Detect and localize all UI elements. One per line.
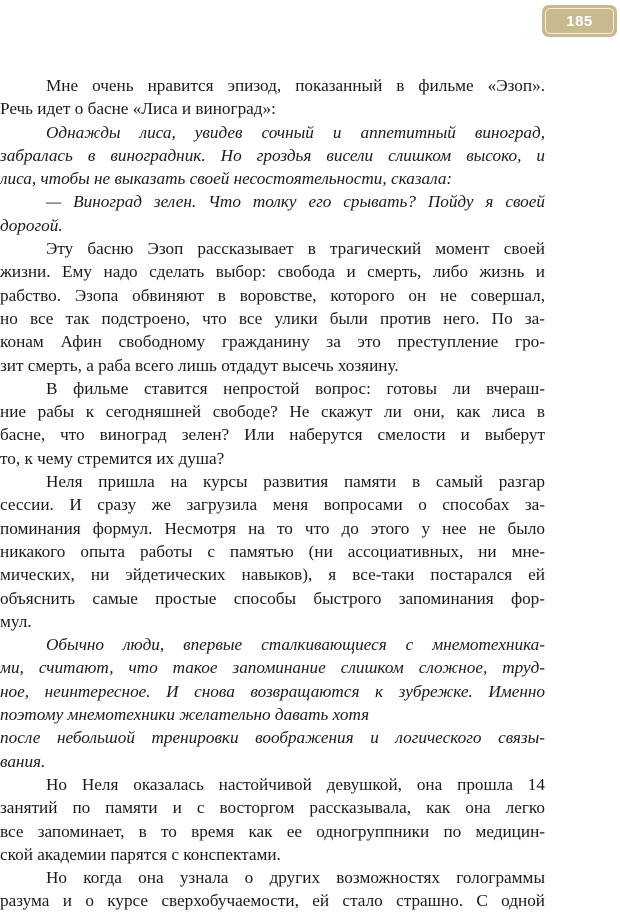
text-line: все запоминает, в то время как ее одногруппники по медицин- (0, 821, 545, 841)
text-line: В фильме ставится непростой вопрос: готовы ли вчераш- (46, 378, 545, 398)
page-number-badge (542, 5, 617, 37)
text-line: рабство. Эзопа обвиняют в воровстве, которого он не совершал, (0, 285, 545, 305)
text-line: то, к чему стремится их душа? (0, 448, 225, 468)
text-line: басне, что виноград зелен? Или наберутся смелости и выберут (0, 425, 545, 445)
text-line: ние рабы к сегодняшней свободе? Не скажут ли они, как лиса в (0, 402, 545, 422)
text-line: поэтому мнемотехники желательно давать хотя (0, 705, 370, 725)
body-text (0, 74, 545, 913)
text-line: — Виноград зелен. Что толку его срывать? Пойду я своей (46, 192, 545, 212)
text-line: жизни. Ему надо сделать выбор: свобода и смерть, либо жизнь и (0, 262, 545, 282)
text-line: Однажды лиса, увидев сочный и аппетитный виноград, (46, 122, 545, 142)
text-line: сессии. И сразу же загрузила меня вопросами о способах за- (0, 495, 545, 515)
text-line: никакого опыта работы с памятью (ни ассоциативных, ни мне- (0, 541, 545, 561)
text-line: ное, неинтересное. И снова возвращаются к зубрежке. Именно (0, 681, 545, 701)
text-line: конам Афин свободному гражданину за это преступление гро- (0, 332, 545, 352)
text-line: лиса, чтобы не выказать своей несостоятельности, сказала: (0, 169, 453, 189)
text-line: ской академии парятся с конспектами. (0, 844, 281, 864)
text-line: Но Неля оказалась настойчивой девушкой, она прошла 14 (46, 774, 545, 794)
text-line: но все так подстроено, что все улики были против него. По за- (0, 308, 545, 328)
text-line: вания. (0, 751, 46, 771)
text-line: Обычно люди, впервые сталкивающиеся с мнемотехника- (46, 635, 545, 655)
text-line: Речь идет о басне «Лиса и виноград»: (0, 99, 276, 119)
text-line: занятий по памяти и с восторгом рассказывала, как она легко (0, 798, 545, 818)
text-line: объяснить самые простые способы быстрого запоминания фор- (0, 588, 545, 608)
text-line: ми, считают, что такое запоминание слишком сложное, труд- (0, 658, 545, 678)
text-line: мических, ни эйдетических навыков), я все-таки постарался ей (0, 565, 545, 585)
text-line: Эту басню Эзоп рассказывает в трагический момент своей (46, 239, 545, 259)
text-line: поминания формул. Несмотря на то что до этого у нее не было (0, 518, 545, 538)
text-line: Неля пришла на курсы развития памяти в самый разгар (46, 472, 545, 492)
text-line: после небольшой тренировки воображения и логического связы- (0, 728, 545, 748)
text-line: мул. (0, 611, 32, 631)
text-line: Мне очень нравится эпизод, показанный в фильме «Эзоп». (46, 76, 545, 95)
text-line: Но когда она узнала о других возможностях голограммы (46, 868, 545, 888)
text-line: забралась в виноградник. Но гроздья висели слишком высоко, и (0, 145, 545, 165)
text-line: зит смерть, а раба всего лишь отдадут высечь хозяину. (0, 355, 399, 375)
text-line: разума и о курсе сверхобучаемости, ей стало страшно. С одной (0, 891, 545, 911)
text-line: дорогой. (0, 215, 63, 235)
page-number: 185 (545, 8, 614, 34)
